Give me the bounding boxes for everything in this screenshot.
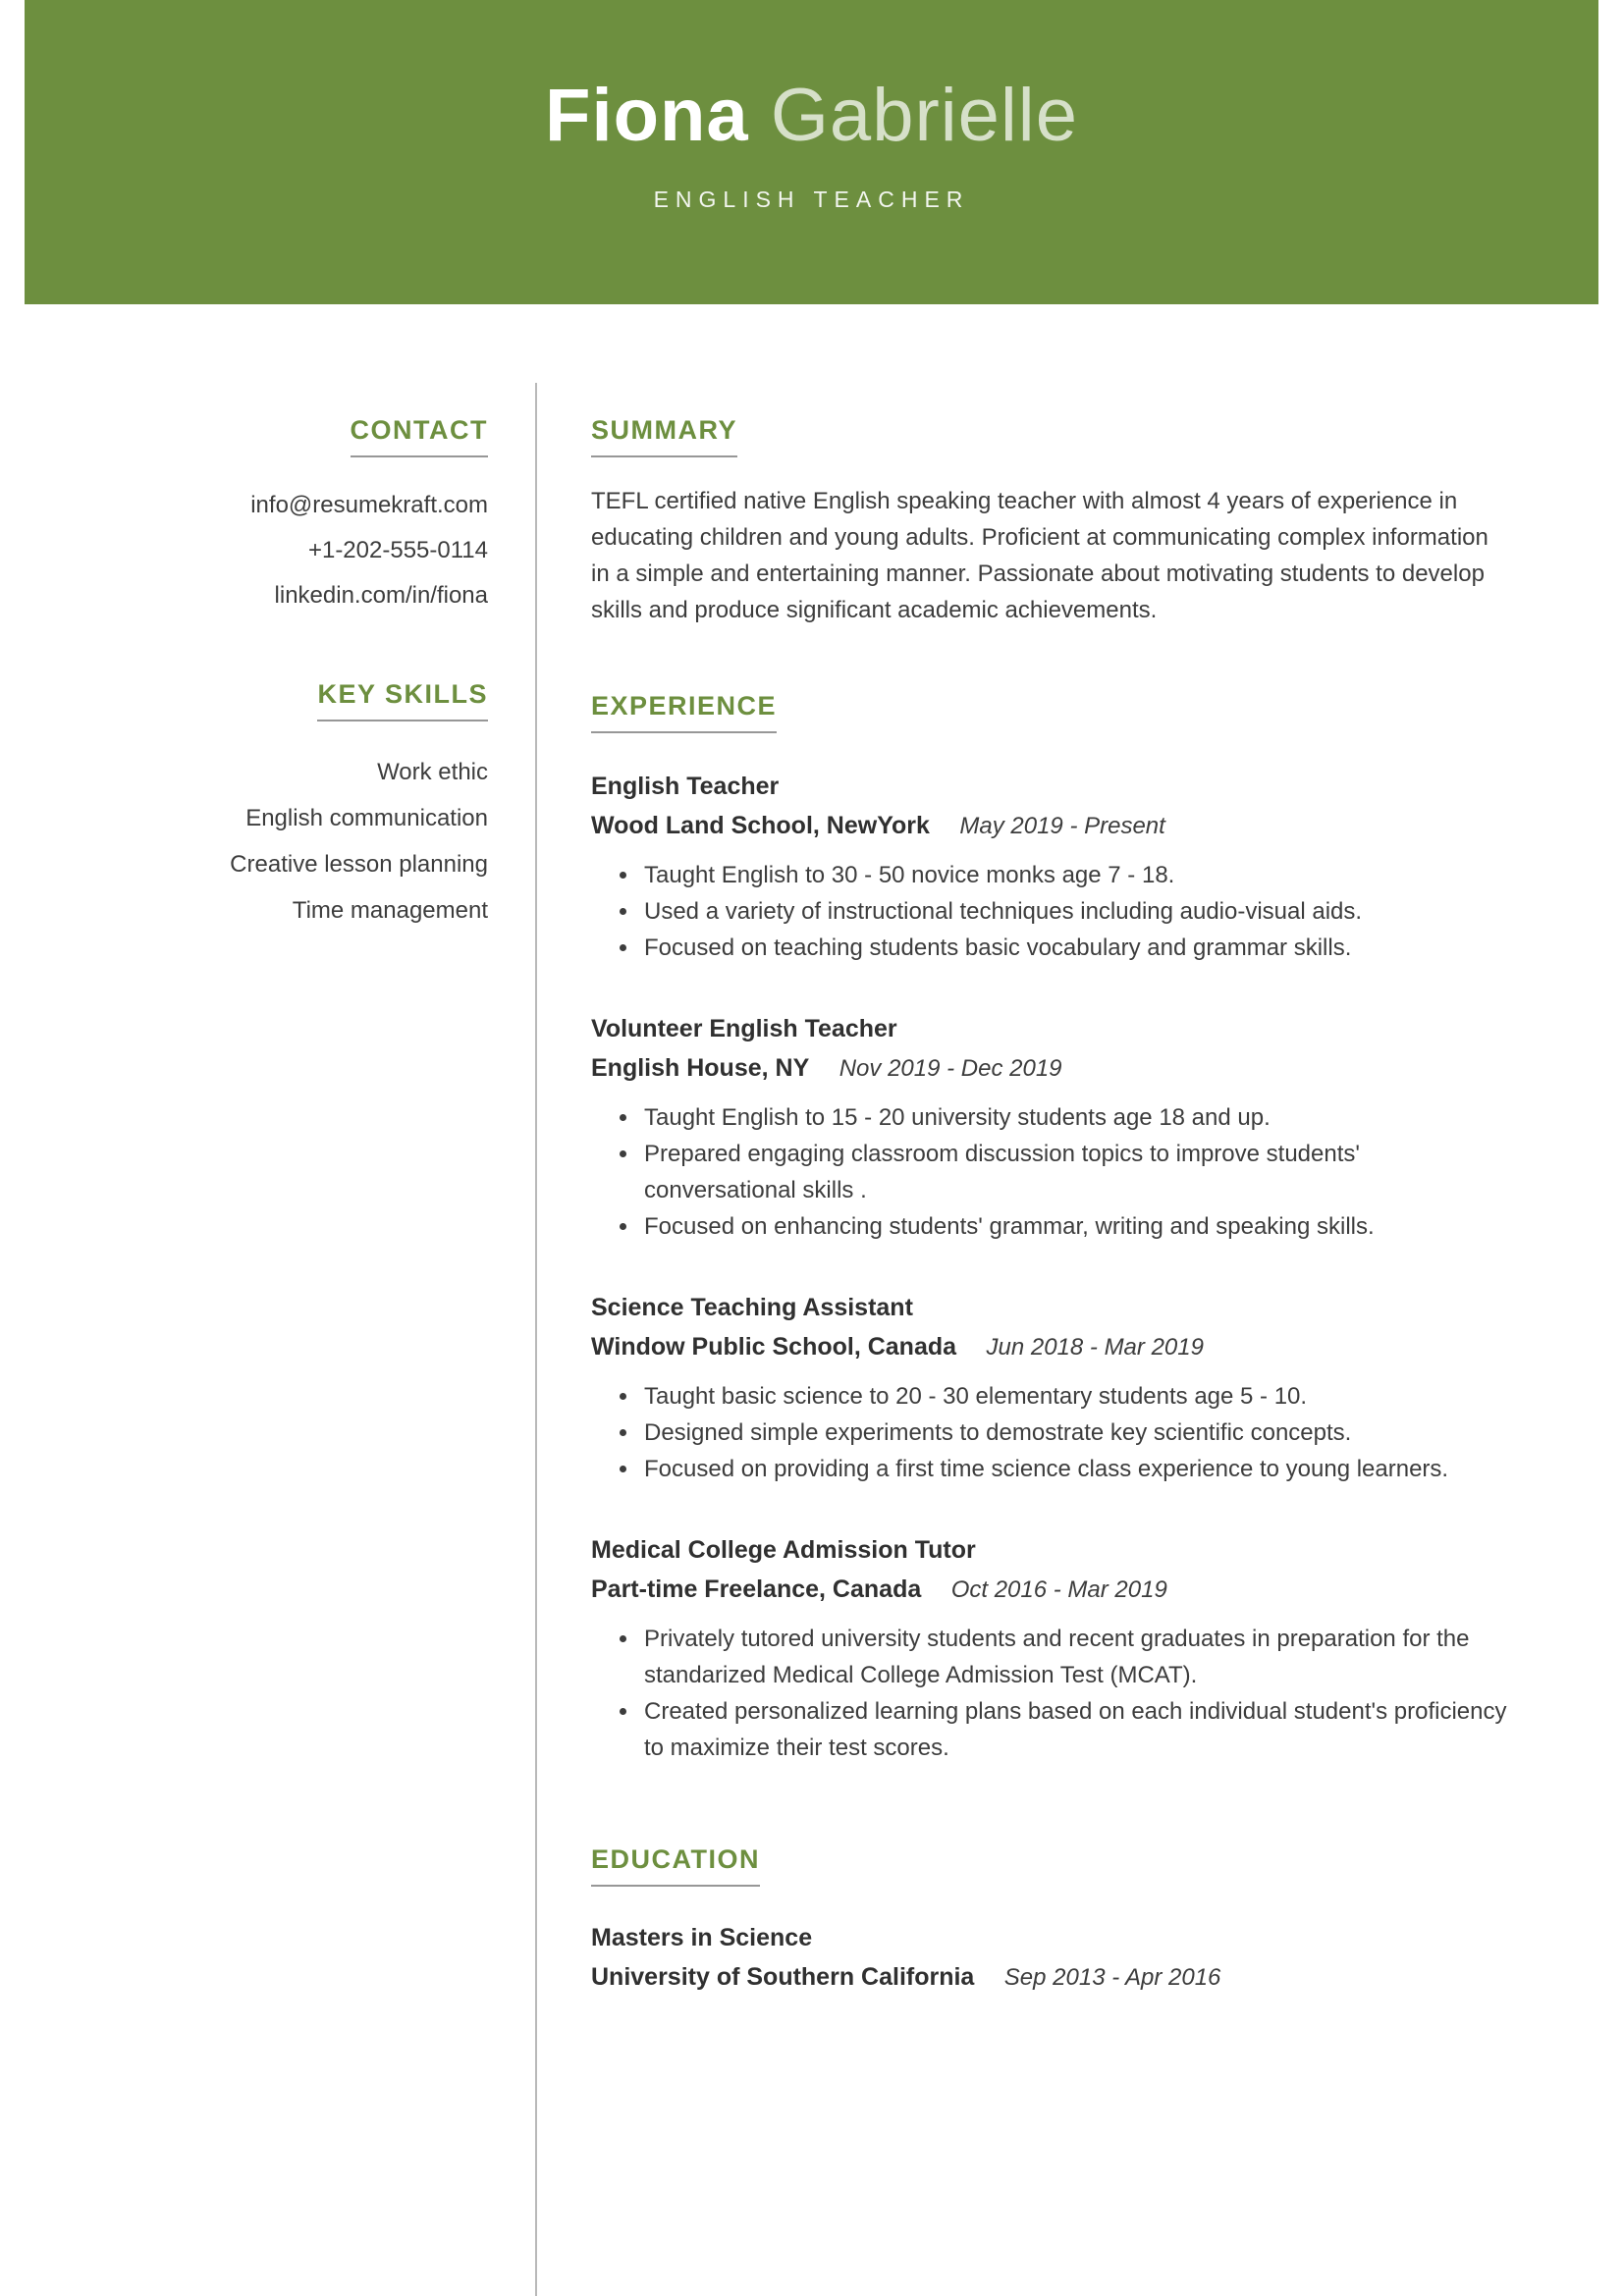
job-bullet: • Created personalized learning plans based on each individual student's proficiency to maximize their test scores.: [640, 1693, 1513, 1766]
job-entry: [591, 1288, 1513, 1487]
main-content: [537, 304, 1623, 2296]
job-dates: Nov 2019 - Dec 2019: [839, 1055, 1062, 1082]
job-company: English House, NY: [591, 1054, 810, 1082]
contact-item-email: info@resumekraft.com: [250, 492, 488, 518]
job-title: Medical College Admission Tutor: [591, 1536, 976, 1564]
key-skills-section: [39, 679, 488, 934]
job-bullet: • Focused on providing a first time science class experience to young learners.: [640, 1451, 1513, 1487]
contact-item-phone: +1-202-555-0114: [307, 537, 488, 563]
job-company: Wood Land School, NewYork: [591, 812, 930, 839]
job-subline: [591, 1048, 1513, 1092]
job-entry: [591, 1530, 1513, 1766]
job-bullet: • Designed simple experiments to demostrate key scientific concepts.: [640, 1415, 1513, 1451]
education-entry: [591, 1918, 1513, 2001]
skill-item: English communication: [245, 805, 488, 831]
job-entry: [591, 1009, 1513, 1245]
job-company: Window Public School, Canada: [591, 1333, 957, 1361]
education-section: [591, 1844, 1513, 2001]
education-heading: EDUCATION: [591, 1844, 760, 1887]
job-bullet: • Taught English to 30 - 50 novice monks age 7 - 18.: [640, 857, 1513, 893]
skills-list: [39, 749, 488, 934]
key-skills-heading: KEY SKILLS: [317, 679, 488, 721]
job-dates: Jun 2018 - Mar 2019: [986, 1334, 1204, 1361]
job-bullet: • Prepared engaging classroom discussion topics to improve students' conversational skills .: [640, 1136, 1513, 1208]
job-dates: May 2019 - Present: [959, 813, 1165, 839]
contact-list: [39, 483, 488, 618]
job-entry: [591, 767, 1513, 966]
contact-item-linkedin: linkedin.com/in/fiona: [274, 582, 488, 609]
job-subline: [591, 1327, 1513, 1370]
candidate-last-name: Gabrielle: [770, 74, 1078, 157]
job-dates: Oct 2016 - Mar 2019: [950, 1576, 1167, 1603]
education-dates: Sep 2013 - Apr 2016: [1003, 1964, 1221, 1991]
skill-item: Time management: [292, 897, 488, 924]
job-bullet: • Focused on teaching students basic vocabulary and grammar skills.: [640, 930, 1513, 966]
candidate-name: [25, 74, 1598, 157]
education-school: University of Southern California: [591, 1963, 975, 1991]
job-bullet-list: [591, 1378, 1513, 1487]
job-title: Science Teaching Assistant: [591, 1294, 913, 1321]
job-bullet: • Focused on enhancing students' grammar, writing and speaking skills.: [640, 1208, 1513, 1245]
sidebar: [0, 304, 535, 2296]
experience-section: [591, 691, 1513, 1766]
job-title: English Teacher: [591, 773, 780, 800]
job-bullet: • Taught English to 15 - 20 university students age 18 and up.: [640, 1099, 1513, 1136]
job-bullet: • Used a variety of instructional techniques including audio-visual aids.: [640, 893, 1513, 930]
job-bullet-list: [591, 857, 1513, 966]
job-company: Part-time Freelance, Canada: [591, 1575, 922, 1603]
job-subline: [591, 806, 1513, 849]
job-bullet-list: [591, 1621, 1513, 1766]
summary-section: [591, 415, 1513, 628]
skill-item: Creative lesson planning: [230, 851, 488, 878]
body: [0, 304, 1623, 2296]
summary-heading: SUMMARY: [591, 415, 737, 457]
candidate-role: ENGLISH TEACHER: [653, 187, 970, 212]
skill-item: Work ethic: [377, 759, 488, 785]
job-subline: [591, 1570, 1513, 1613]
job-bullet: • Privately tutored university students and recent graduates in preparation for the standarized Medical College Admission Test (MCAT).: [640, 1621, 1513, 1693]
job-title: Volunteer English Teacher: [591, 1015, 897, 1042]
summary-text: TEFL certified native English speaking teacher with almost 4 years of experience in educating children and young adults. Proficient at communicating complex information in a simple and entertaining manner. Passionate about motivating students to develop skills and produce significant academic achievements.: [591, 488, 1488, 623]
experience-heading: EXPERIENCE: [591, 691, 777, 733]
contact-heading: CONTACT: [351, 415, 488, 457]
education-degree: Masters in Science: [591, 1924, 813, 1951]
job-bullet-list: [591, 1099, 1513, 1245]
candidate-first-name: Fiona: [545, 74, 749, 157]
contact-section: [39, 415, 488, 618]
job-bullet: • Taught basic science to 20 - 30 elementary students age 5 - 10.: [640, 1378, 1513, 1415]
education-subline: [591, 1957, 1513, 2001]
header-band: [25, 0, 1598, 304]
